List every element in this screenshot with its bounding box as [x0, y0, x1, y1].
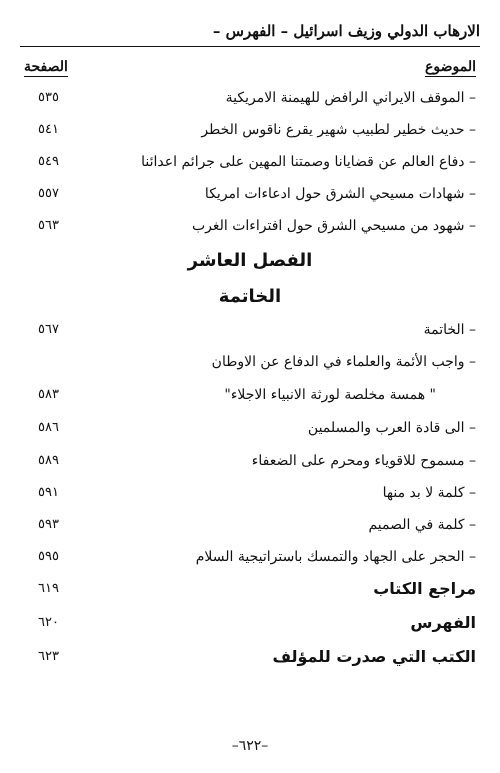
toc-entry-title: – واجب الأئمة والعلماء في الدفاع عن الاوطان	[211, 354, 476, 370]
chapter-heading: الفصل العاشر	[187, 250, 313, 271]
toc-entry-page: ٥٨٣	[38, 387, 59, 402]
toc-entry-title: – الموقف الايراني الرافض للهيمنة الامريكية	[225, 90, 476, 106]
column-header-topic: الموضوع	[425, 59, 476, 75]
toc-section-title: الكتب التي صدرت للمؤلف	[272, 647, 476, 666]
chapter-subheading: الخاتمة	[218, 286, 282, 307]
toc-entry-page: ٥٩٣	[38, 517, 59, 532]
toc-entry-title: " همسة مخلصة لورثة الانبياء الاجلاء"	[224, 387, 436, 403]
toc-entry-page: ٥٨٦	[38, 420, 59, 435]
toc-entry-page: ٥٩١	[38, 485, 59, 500]
toc-section-page: ٦٢٣	[38, 649, 59, 664]
running-head-rule	[20, 46, 480, 47]
toc-entry	[0, 86, 500, 110]
toc-entry-title: – كلمة لا بد منها	[382, 485, 476, 501]
toc-entry-page: ٥٣٥	[38, 90, 59, 105]
toc-section	[0, 644, 500, 670]
toc-entry-title: – دفاع العالم عن قضايانا وصمتنا المهين على جرائم اعدائنا	[141, 154, 476, 170]
toc-section-page: ٦٢٠	[38, 615, 59, 630]
toc-entry	[0, 214, 500, 238]
column-header-page: الصفحة	[24, 59, 68, 75]
page-number: –٦٢٢–	[231, 738, 269, 754]
toc-entry	[0, 545, 500, 569]
toc-entry	[0, 481, 500, 505]
toc-entry-page: ٥٨٩	[38, 453, 59, 468]
toc-entry	[0, 416, 500, 440]
toc-entry-page: ٥٤١	[38, 122, 59, 137]
toc-entry-page: ٥٩٥	[38, 549, 59, 564]
toc-entry-title: – كلمة في الصميم	[368, 517, 476, 533]
toc-entry	[0, 150, 500, 174]
toc-entry-page: ٥٤٩	[38, 154, 59, 169]
toc-entry	[0, 350, 500, 374]
toc-entry	[0, 182, 500, 206]
running-head	[0, 18, 500, 46]
toc-section-page: ٦١٩	[38, 581, 59, 596]
toc-entry-page: ٥٥٧	[38, 186, 59, 201]
toc-section	[0, 576, 500, 602]
toc-entry	[0, 513, 500, 537]
toc-entry-title: – حديث خطير لطبيب شهير يقرع ناقوس الخطر	[201, 122, 476, 138]
toc-section-title: مراجع الكتاب	[373, 579, 476, 598]
toc-entry	[0, 383, 500, 407]
toc-entry-title: – مسموح للاقوياء ومحرم على الضعفاء	[251, 453, 476, 469]
toc-entry-title: – الخاتمة	[423, 322, 476, 338]
toc-entry-page: ٥٦٧	[38, 322, 59, 337]
toc-entry-title: – الى قادة العرب والمسلمين	[307, 420, 476, 436]
toc-entry	[0, 449, 500, 473]
toc-entry-page: ٥٦٣	[38, 218, 59, 233]
column-headers	[0, 58, 500, 80]
toc-entry-title: – شهادات مسيحي الشرق حول ادعاءات امريكا	[204, 186, 476, 202]
toc-entry	[0, 118, 500, 142]
toc-entry-title: – شهود من مسيحي الشرق حول افتراءات الغرب	[191, 218, 476, 234]
running-head-text: الارهاب الدولي وزيف اسرائيل – الفهرس –	[212, 22, 480, 40]
toc-section	[0, 610, 500, 636]
toc-section-title: الفهرس	[410, 613, 476, 632]
toc-entry-title: – الحجر على الجهاد والتمسك باستراتيجية السلام	[195, 549, 476, 565]
toc-entry	[0, 318, 500, 342]
